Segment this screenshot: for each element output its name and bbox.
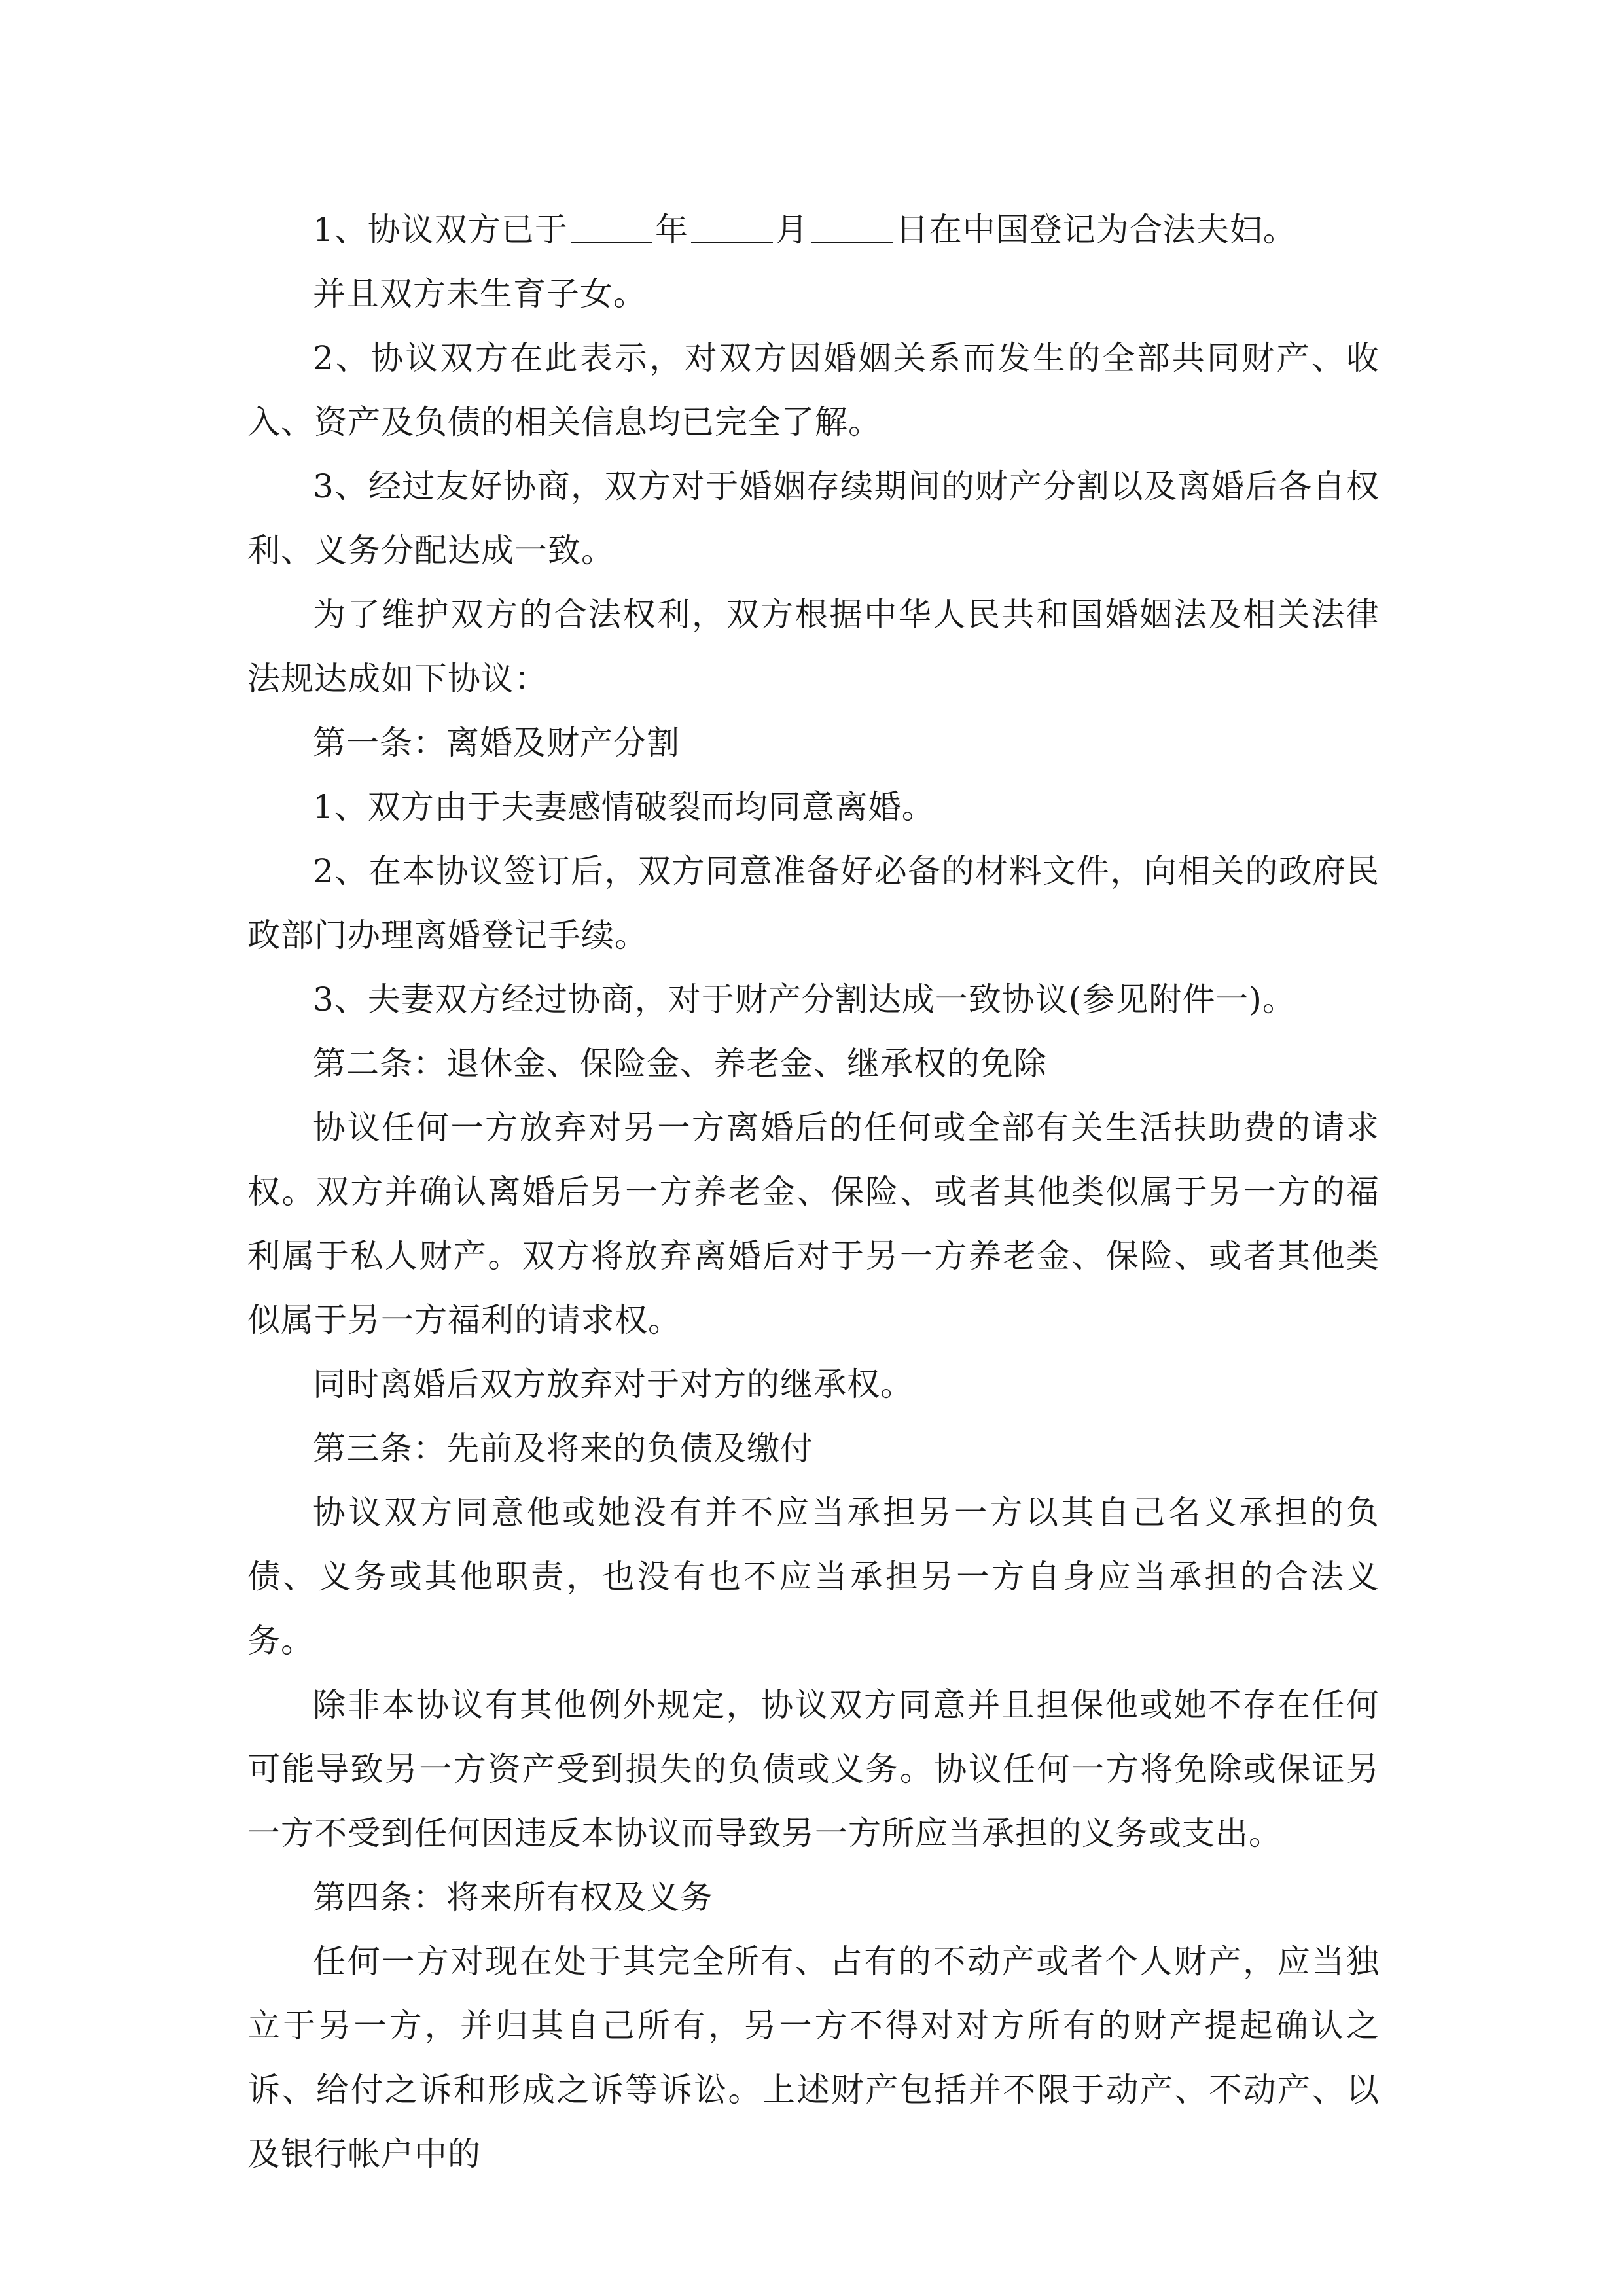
article-heading: 第三条：先前及将来的负债及缴付	[313, 1429, 813, 1467]
paragraph: 协议任何一方放弃对另一方离婚后的任何或全部有关生活扶助费的请求权。双方并确认离婚后另一方养老金、保险、或者其他类似属于另一方的福利属于私人财产。双方将放弃离婚后对于另一方养老金、保险、或者其他类似属于另一方福利的请求权。	[247, 1109, 1380, 1339]
month-label: 月	[775, 211, 809, 249]
article-heading: 第二条：退休金、保险金、养老金、继承权的免除	[313, 1045, 1047, 1083]
year-blank	[571, 211, 652, 243]
paragraph: 任何一方对现在处于其完全所有、占有的不动产或者个人财产，应当独立于另一方，并归其自己所有，另一方不得对对方所有的财产提起确认之诉、给付之诉和形成之诉等诉讼。上述财产包括并不限于动产、不动产、以及银行帐户中的	[247, 1943, 1380, 2173]
document-body	[247, 198, 1380, 2186]
paragraph-marriage-registration	[247, 198, 1380, 262]
paragraph: 同时离婚后双方放弃对于对方的继承权。	[313, 1365, 914, 1403]
paragraph: 2、在本协议签订后，双方同意准备好必备的材料文件，向相关的政府民政部门办理离婚登记手续。	[247, 852, 1380, 954]
article-heading: 第一条：离婚及财产分割	[313, 724, 680, 762]
paragraph: 3、夫妻双方经过协商，对于财产分割达成一致协议(参见附件一)。	[313, 980, 1296, 1018]
paragraph: 3、经过友好协商，双方对于婚姻存续期间的财产分割以及离婚后各自权利、义务分配达成一致。	[247, 467, 1380, 569]
paragraph: 除非本协议有其他例外规定，协议双方同意并且担保他或她不存在任何可能导致另一方资产受到损失的负债或义务。协议任何一方将免除或保证另一方不受到任何因违反本协议而导致另一方所应当承担的义务或支出。	[247, 1686, 1380, 1852]
registration-prefix: 1、协议双方已于	[313, 211, 568, 249]
paragraph: 为了维护双方的合法权利，双方根据中华人民共和国婚姻法及相关法律法规达成如下协议：	[247, 596, 1380, 698]
month-blank	[691, 211, 773, 243]
paragraph: 2、协议双方在此表示，对双方因婚姻关系而发生的全部共同财产、收入、资产及负债的相关信息均已完全了解。	[247, 339, 1380, 441]
day-blank	[812, 211, 893, 243]
article-heading: 第四条：将来所有权及义务	[313, 1878, 713, 1916]
paragraph: 并且双方未生育子女。	[313, 275, 647, 313]
paragraph: 协议双方同意他或她没有并不应当承担另一方以其自己名义承担的负债、义务或其他职责，也没有也不应当承担另一方自身应当承担的合法义务。	[247, 1494, 1380, 1660]
year-label: 年	[654, 211, 688, 249]
paragraph: 1、双方由于夫妻感情破裂而均同意离婚。	[313, 788, 935, 826]
registration-suffix: 日在中国登记为合法夫妇。	[895, 211, 1296, 249]
